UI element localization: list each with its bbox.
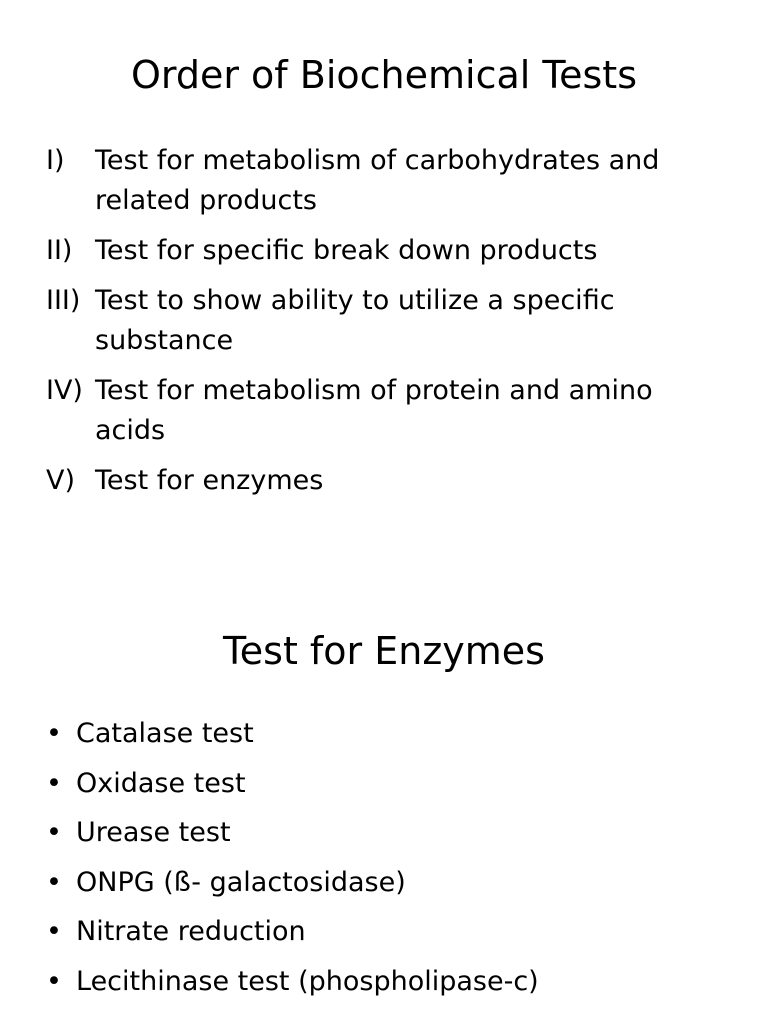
- list-item-text: ONPG (ß- galactosidase): [76, 866, 406, 898]
- list-item-text: Nitrate reduction: [76, 916, 306, 947]
- list-item: [46, 863, 736, 903]
- list-marker: I): [46, 145, 65, 176]
- bullet-icon: •: [46, 965, 62, 997]
- list-item-text: Test for metabolism of carbohydrates and related products: [95, 145, 660, 216]
- list-item-text: Lecithinase test (phospholipase-c): [76, 965, 539, 997]
- list-item-text: Catalase test: [76, 718, 254, 749]
- list-marker: II): [46, 235, 73, 266]
- list-item-text: Test for enzymes: [95, 465, 324, 496]
- list-item: [46, 461, 726, 501]
- list-item: [46, 764, 736, 804]
- list-marker: IV): [46, 375, 83, 406]
- list-item: [46, 371, 726, 451]
- bullet-icon: •: [46, 916, 62, 947]
- list-item-text: Test for specific break down products: [95, 235, 598, 266]
- bullet-icon: •: [46, 767, 62, 799]
- slide-title: Order of Biochemical Tests: [130, 53, 638, 97]
- list-item: [46, 714, 736, 754]
- bullet-icon: •: [46, 817, 62, 848]
- list-item-text: Test to show ability to utilize a specific substance: [95, 285, 615, 356]
- numbered-list: [46, 141, 726, 511]
- list-item-text: Test for metabolism of protein and amino acids: [95, 375, 653, 446]
- list-item: [46, 231, 726, 271]
- slide-test-for-enzymes: [0, 512, 768, 1024]
- list-item: [46, 141, 726, 221]
- bullet-icon: •: [46, 718, 62, 749]
- slide-title: Test for Enzymes: [223, 629, 545, 673]
- bullet-list: [46, 714, 736, 1011]
- list-item: [46, 962, 736, 1002]
- list-item: [46, 912, 736, 952]
- list-marker: V): [46, 465, 76, 496]
- list-item-text: Urease test: [76, 817, 231, 848]
- list-item-text: Oxidase test: [76, 767, 246, 799]
- list-marker: III): [46, 285, 81, 316]
- list-item: [46, 281, 726, 361]
- list-item: [46, 813, 736, 853]
- bullet-icon: •: [46, 866, 62, 898]
